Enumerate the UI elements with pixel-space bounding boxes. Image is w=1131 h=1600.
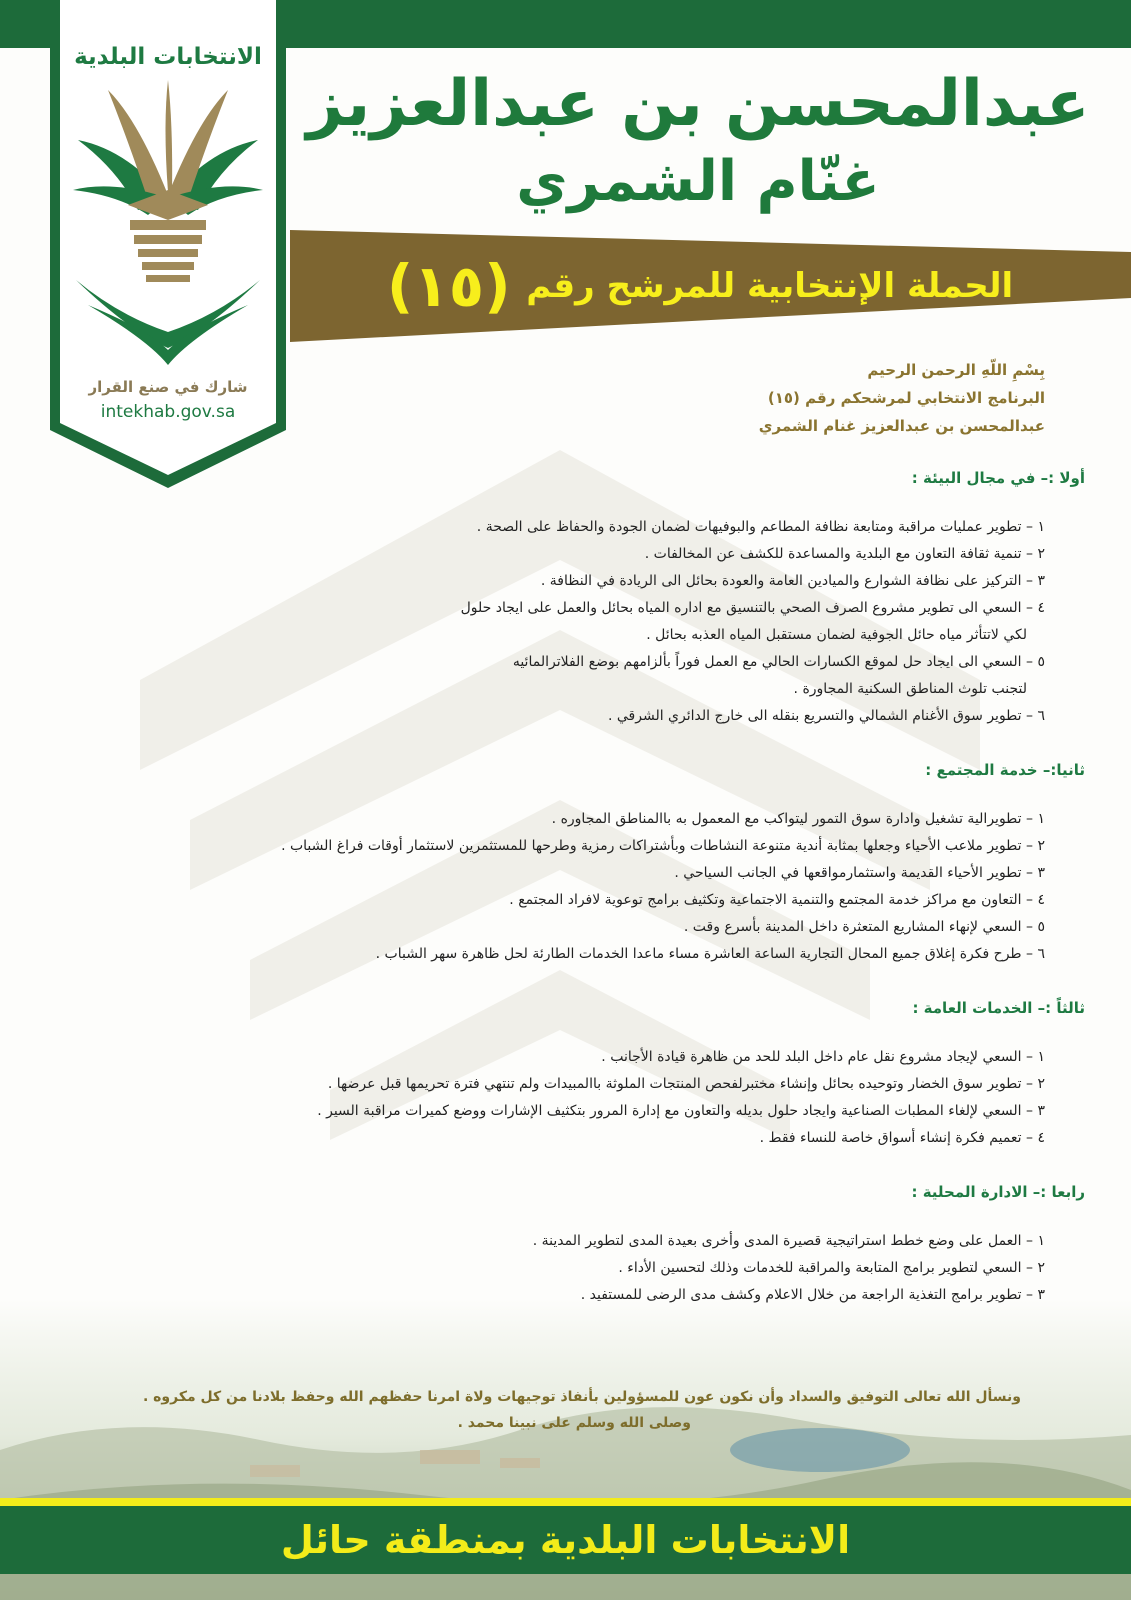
section-heading: ثالثاً :– الخدمات العامة : xyxy=(912,999,1085,1017)
candidate-number: (١٥) xyxy=(386,252,511,320)
section-heading: أولا :– في مجال البيئة : xyxy=(911,469,1085,487)
list-item: ٣ – تطوير الأحياء القديمة واستثمارمواقعها في الجانب السياحي . xyxy=(674,865,1045,881)
campaign-label: الحملة الإنتخابية للمرشح رقم xyxy=(526,266,1014,306)
list-item: ٦ – طرح فكرة إغلاق جميع المحال التجارية الساعة العاشرة مساء ماعدا الخدمات الطارئة لحل ظاهرة سهر الشباب . xyxy=(375,946,1045,962)
list-item: ٤ – التعاون مع مراكز خدمة المجتمع والتنمية الاجتماعية وتكثيف برامج توعوية لافراد المجتمع . xyxy=(509,892,1045,908)
closing-line2: وصلى الله وسلم على نبينا محمد . xyxy=(457,1415,691,1431)
candidate-name-line2: غنّام الشمري xyxy=(516,149,880,214)
elections-logo xyxy=(50,0,286,490)
intro-program-title: البرنامج الانتخابي لمرشحكم رقم (١٥) xyxy=(767,389,1045,407)
program-intro xyxy=(545,356,1045,440)
closing-line1: ونسأل الله تعالى التوفيق والسداد وأن نكون عون للمسؤولين بأنفاذ توجيهات ولاة امرنا حفظهم الله وحفظ بلادنا من كل مكروه . xyxy=(142,1389,1021,1405)
list-item: ٣ – السعي لإلغاء المطبات الصناعية وايجاد حلول بديله والتعاون مع إدارة المرور بتكثيف الإشارات ووضع كميرات مراقبة السير . xyxy=(317,1103,1045,1119)
list-item: ٣ – تطوير برامج التغذية الراجعة من خلال الاعلام وكشف مدى الرضى للمستفيد . xyxy=(580,1287,1045,1303)
list-item: ٣ – التركيز على نظافة الشوارع والميادين العامة والعودة بحائل الى الريادة في النظافة . xyxy=(540,573,1045,589)
list-item: ٤ – تعميم فكرة إنشاء أسواق خاصة للنساء فقط . xyxy=(759,1130,1045,1146)
list-item: ٢ – تنمية ثقافة التعاون مع البلدية والمساعدة للكشف عن المخالفات . xyxy=(644,546,1045,562)
intro-candidate-name: عبدالمحسن بن عبدالعزيز غنام الشمري xyxy=(758,417,1045,435)
list-item-continuation: لتجنب تلوث المناطق السكنية المجاورة . xyxy=(793,681,1027,697)
section-community-service xyxy=(155,756,1085,968)
section-environment xyxy=(155,464,1085,730)
list-item: ٢ – السعي لتطوير برامج المتابعة والمراقبة للخدمات وذلك لتحسين الأداء . xyxy=(618,1260,1045,1276)
intro-basmala: بِسْمِ اللّهِ الرحمن الرحيم xyxy=(867,361,1045,379)
section-list xyxy=(155,514,1085,730)
candidate-name xyxy=(303,62,1093,218)
candidate-name-line1: عبدالمحسن بن عبدالعزيز xyxy=(306,67,1090,141)
campaign-banner-text xyxy=(320,252,1080,320)
section-list xyxy=(155,1044,1085,1152)
footer-title: الانتخابات البلدية بمنطقة حائل xyxy=(280,1518,851,1562)
program-content xyxy=(155,464,1085,1335)
list-item: ٢ – تطوير سوق الخضار وتوحيده بحائل وإنشاء مختبرلفحص المنتجات الملوثة باالمبيدات ولم تنتهي فترة تحريمها قبل عرضها . xyxy=(327,1076,1045,1092)
list-item: ٤ – السعي الى تطوير مشروع الصرف الصحي بالتنسيق مع اداره المياه بحائل والعمل على ايجاد حلول xyxy=(460,600,1045,616)
list-item: ١ – تطويرالية تشغيل وادارة سوق التمور ليتواكب مع المعمول به باالمناطق المجاوره . xyxy=(551,811,1045,827)
list-item: ٥ – السعي لإنهاء المشاريع المتعثرة داخل المدينة بأسرع وقت . xyxy=(683,919,1045,935)
section-public-services xyxy=(155,994,1085,1152)
list-item: ٥ – السعي الى ايجاد حل لموقع الكسارات الحالي مع العمل فوراً بألزامهم بوضع الفلاترالمائيه xyxy=(512,654,1045,670)
closing-prayer xyxy=(81,1384,1021,1436)
logo-slogan: شارك في صنع القرار xyxy=(88,378,248,396)
logo-url: intekhab.gov.sa xyxy=(100,402,236,422)
list-item: ١ – السعي لإيجاد مشروع نقل عام داخل البلد للحد من ظاهرة قيادة الأجانب . xyxy=(601,1049,1045,1065)
list-item: ١ – العمل على وضع خطط استراتيجية قصيرة المدى وأخرى بعيدة المدى لتطوير المدينة . xyxy=(532,1233,1045,1249)
footer-yellow-stripe xyxy=(0,1498,1131,1506)
section-heading: ثانيا:– خدمة المجتمع : xyxy=(925,761,1085,779)
list-item: ٦ – تطوير سوق الأغنام الشمالي والتسريع بنقله الى خارج الدائري الشرقي . xyxy=(607,708,1045,724)
municipal-elections-emblem-icon xyxy=(68,80,268,370)
campaign-banner xyxy=(290,230,1131,350)
list-item-continuation: لكي لاتتأثر مياه حائل الجوفية لضمان مستقبل المياه العذبه بحائل . xyxy=(646,627,1027,643)
section-list xyxy=(155,806,1085,968)
section-list xyxy=(155,1228,1085,1309)
list-item: ١ – تطوير عمليات مراقبة ومتابعة نظافة المطاعم والبوفيهات لضمان الجودة والحفاظ على الصحة . xyxy=(476,519,1045,535)
section-local-administration xyxy=(155,1178,1085,1309)
logo-title: الانتخابات البلدية xyxy=(74,44,262,70)
list-item: ٢ – تطوير ملاعب الأحياء وجعلها بمثابة أندية متنوعة النشاطات وبأشتراكات رمزية وطرحها للمستثمرين لاستثمار أوقات فراغ الشباب . xyxy=(281,838,1045,854)
section-heading: رابعا :– الادارة المحلية : xyxy=(911,1183,1085,1201)
